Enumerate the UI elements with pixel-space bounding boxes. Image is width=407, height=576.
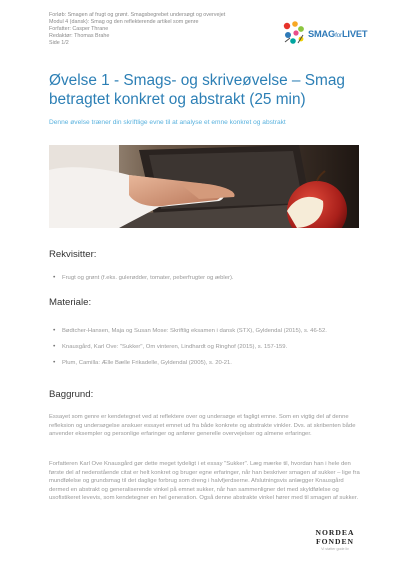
paragraph: Forfatteren Karl Ove Knausgård gør dette meget tydeligt i et essay "Sukker". Læg mærke til, hvordan han i hele den første del af nedenstående citat er helt konkret og bruger egne erfaringer, når han beskriver smagen af sukker – lige fra mundfølelse og grundsmag til det daglige forbrug som dreng i halvfjerdserne. Afslutningsvis anlægger Knausgård dermed en abstrakt og generaliserende vinkel på emnet sukker, når han sammenligner det med skyldfølelse og usofistikeret levevis, som kendetegner en hel generation. Også denne abstrakte vinkel hører med til smagen af sukker.: [49, 461, 360, 502]
lead-text: Denne øvelse træner din skriftlige evne til at analyse et emne konkret og abstrakt: [49, 119, 286, 126]
smag-for-livet-logo: [281, 20, 377, 46]
page-title: Øvelse 1 - Smags- og skriveøvelse – Smag betragtet konkret og abstrakt (25 min): [49, 72, 345, 108]
section-heading-materiale: Materiale:: [49, 297, 92, 308]
logo-word-livet: LIVET: [341, 29, 368, 39]
meta-line: Modul 4 (dansk): Smag og den reflekterende artikel som genre: [49, 19, 199, 25]
list-item: • Knausgård, Karl Ove: "Sukker", Om vinteren, Lindhardt og Ringhof (2015), s. 157-159.: [62, 343, 362, 352]
rekvisitter-list: [62, 274, 362, 290]
meta-line: Forløb: Smagen af frugt og grønt. Smagsbegrebet undersøgt og overvejet: [49, 12, 226, 18]
meta-line: Forfatter: Casper Thrane: [49, 26, 109, 32]
materiale-list: [62, 327, 362, 375]
footer-name-line1: NORDEA: [315, 528, 355, 537]
list-item: • Plum, Camilla: Ælle Bælle Frikadelle, Gyldendal (2005), s. 20-21.: [62, 359, 362, 368]
meta-line: Redaktør: Thomas Brahe: [49, 33, 110, 39]
list-item: • Frugt og grønt (f.eks. gulerødder, tomater, peberfrugter og æbler).: [62, 274, 362, 283]
logo-wordmark: [308, 29, 367, 39]
laptop-hand-apple-photo: [49, 145, 359, 228]
logo-word-smag: SMAG: [308, 29, 336, 39]
document-meta: [49, 12, 225, 47]
section-heading-rekvisitter: Rekvisitter:: [49, 249, 97, 260]
nordea-fonden-logo: [304, 529, 366, 557]
footer-name-line2: FONDEN: [315, 536, 355, 546]
footer-tagline: Vi støtter gode liv: [321, 547, 349, 551]
list-item: • Bødtcher-Hansen, Maja og Susan Mose: Skriftlig eksamen i dansk (STX), Gyldendal (2015), s. 46-52.: [62, 327, 362, 336]
meta-line: Side 1/2: [49, 40, 69, 46]
paragraph: Essayet som genre er kendetegnet ved at reflektere over og undersøge et fagligt emne. Som en vigtig del af denne refleksion og undersøgelse anskuer essayet emnet ud fra både konkrete og abstrakte vinkler. Dvs. at skribenten både anvender eksempler og personlige erfaringer og anfører generelle overvejelser og almene erfaringer.: [49, 414, 356, 438]
logo-word-for: for: [335, 32, 342, 39]
colorful-figures-icon: [281, 20, 307, 46]
section-heading-baggrund: Baggrund:: [49, 389, 94, 400]
